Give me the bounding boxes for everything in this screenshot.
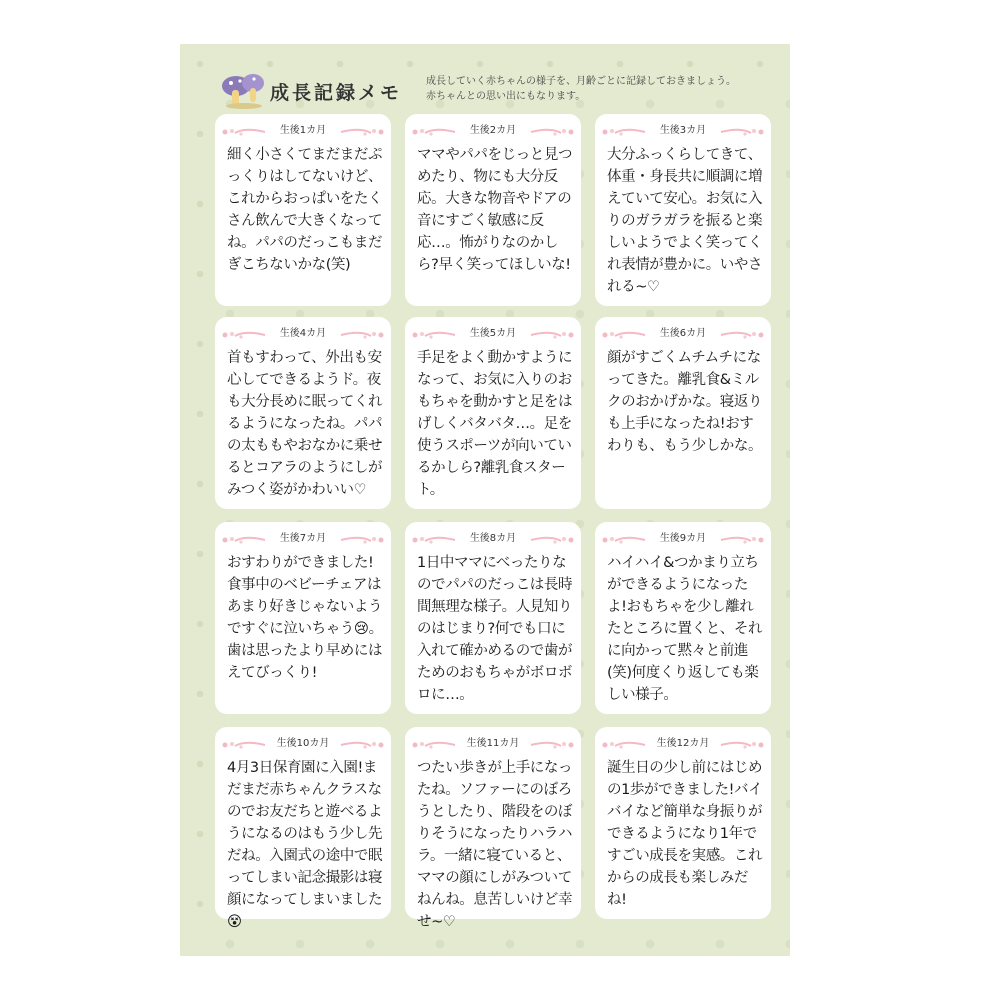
page-description bbox=[426, 74, 736, 104]
memo-text: つたい歩きが上手になったね。ソファーにのぼろうとしたり、階段をのぼりそうになったりハラハラ。一緒に寝ていると、ママの顔にしがみついてねんね。息苦しいけど幸せ~♡ bbox=[417, 760, 573, 930]
month-label: 生後9カ月 bbox=[659, 533, 707, 544]
description-line: 赤ちゃんとの思い出にもなります。 bbox=[426, 91, 586, 102]
card-header bbox=[595, 528, 771, 546]
month-card bbox=[405, 114, 581, 306]
flower-decoration-icon bbox=[529, 531, 575, 543]
card-header bbox=[595, 733, 771, 751]
flower-decoration-icon bbox=[339, 531, 385, 543]
memo-text: 誕生日の少し前にはじめの1歩ができました!バイバイなど簡単な身振りができるようになり1年ですごい成長を実感。これからの成長も楽しみだね! bbox=[607, 760, 763, 908]
memo-text: 細く小さくてまだまだぷっくりはしてないけど、これからおっぱいをたくさん飲んで大きくなってね。パパのだっこもまだぎこちないかな(笑) bbox=[227, 147, 383, 273]
month-label: 生後10カ月 bbox=[276, 738, 330, 749]
flower-decoration-icon bbox=[719, 123, 765, 135]
description-line: 成長していく赤ちゃんの様子を、月齢ごとに記録しておきましょう。 bbox=[426, 76, 736, 87]
month-card bbox=[595, 522, 771, 714]
card-header bbox=[405, 323, 581, 341]
memo-text: 首もすわって、外出も安心してできるようド。夜も大分長めに眠ってくれるようになったね。パパの太ももやおなかに乗せるとコアラのようにしがみつく姿がかわいい♡ bbox=[227, 350, 383, 498]
memo-text: ママやパパをじっと見つめたり、物にも大分反応。大きな物音やドアの音にすごく敏感に反応…。怖がりなのかしら?早く笑ってほしいな! bbox=[417, 147, 573, 273]
month-card bbox=[215, 522, 391, 714]
card-header bbox=[595, 120, 771, 138]
header bbox=[220, 64, 780, 114]
flower-decoration-icon bbox=[719, 531, 765, 543]
memo-text: 顔がすごくムチムチになってきた。離乳食&ミルクのおかげかな。寝返りも上手になったね!おすわりも、もう少しかな。 bbox=[607, 350, 763, 454]
card-header bbox=[215, 323, 391, 341]
card-header bbox=[215, 528, 391, 546]
month-card bbox=[405, 522, 581, 714]
card-header bbox=[405, 733, 581, 751]
month-label: 生後11カ月 bbox=[466, 738, 520, 749]
mushroom-icon bbox=[220, 70, 266, 110]
month-label: 生後12カ月 bbox=[656, 738, 710, 749]
flower-decoration-icon bbox=[339, 123, 385, 135]
month-card bbox=[595, 727, 771, 919]
flower-decoration-icon bbox=[529, 326, 575, 338]
month-card bbox=[215, 317, 391, 509]
month-card bbox=[215, 727, 391, 930]
month-card bbox=[405, 727, 581, 930]
memo-sheet bbox=[180, 44, 790, 956]
card-header bbox=[405, 120, 581, 138]
flower-decoration-icon bbox=[719, 326, 765, 338]
month-label: 生後5カ月 bbox=[469, 328, 517, 339]
memo-text: 大分ふっくらしてきて、体重・身長共に順調に増えていて安心。お気に入りのガラガラを振ると楽しいようでよく笑ってくれ表情が豊かに。いやされる~♡ bbox=[607, 147, 763, 295]
month-label: 生後4カ月 bbox=[279, 328, 327, 339]
memo-text: 4月3日保育園に入園!まだまだ赤ちゃんクラスなのでお友だちと遊べるようになるのはもう少し先だね。入園式の途中で眠ってしまい記念撮影は寝顔になってしまいました😵 bbox=[227, 760, 383, 930]
month-label: 生後8カ月 bbox=[469, 533, 517, 544]
memo-text: ハイハイ&つかまり立ちができるようになったよ!おもちゃを少し離れたところに置くと、それに向かって黙々と前進(笑)何度くり返しても楽しい様子。 bbox=[607, 555, 763, 703]
month-label: 生後1カ月 bbox=[279, 125, 327, 136]
memo-text: 1日中ママにべったりなのでパパのだっこは長時間無理な様子。人見知りのはじまり?何でも口に入れて確かめるので歯がためのおもちゃがボロボロに…。 bbox=[417, 555, 573, 703]
memo-text: おすわりができました!食事中のベビーチェアはあまり好きじゃないようですぐに泣いちゃう😢。歯は思ったより早めにはえてびっくり! bbox=[227, 555, 383, 681]
flower-decoration-icon bbox=[339, 736, 385, 748]
flower-decoration-icon bbox=[529, 123, 575, 135]
flower-decoration-icon bbox=[719, 736, 765, 748]
memo-text: 手足をよく動かすようになって、お気に入りのおもちゃを動かすと足をはげしくバタバタ…。足を使うスポーツが向いているかしら?離乳食スタート。 bbox=[417, 350, 573, 498]
month-label: 生後6カ月 bbox=[659, 328, 707, 339]
card-header bbox=[595, 323, 771, 341]
page-title: 成長記録メモ bbox=[270, 82, 403, 104]
card-header bbox=[405, 528, 581, 546]
month-card bbox=[405, 317, 581, 509]
flower-decoration-icon bbox=[339, 326, 385, 338]
month-card bbox=[215, 114, 391, 306]
flower-decoration-icon bbox=[529, 736, 575, 748]
month-label: 生後2カ月 bbox=[469, 125, 517, 136]
month-card bbox=[595, 114, 771, 306]
month-label: 生後3カ月 bbox=[659, 125, 707, 136]
month-card bbox=[595, 317, 771, 509]
month-label: 生後7カ月 bbox=[279, 533, 327, 544]
card-header bbox=[215, 120, 391, 138]
card-header bbox=[215, 733, 391, 751]
